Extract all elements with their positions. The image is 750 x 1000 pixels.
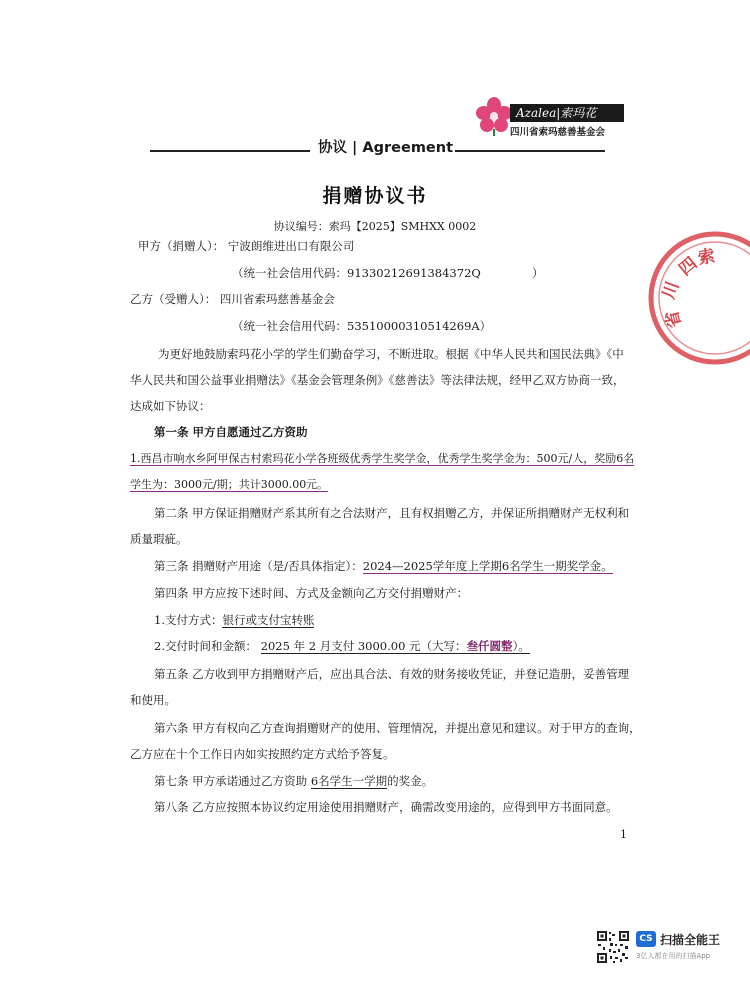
article-3-prefix: 第三条 捐赠财产用途（是/否具体指定）： — [154, 559, 363, 573]
svg-text:四: 四 — [675, 253, 702, 280]
foundation-logo — [476, 96, 626, 144]
intro-line-3: 达成如下协议： — [130, 399, 211, 413]
article-4-payment-time — [154, 638, 530, 654]
agreement-header: 协议 | Agreement — [318, 140, 454, 156]
article-7-line — [154, 773, 433, 789]
article-8-line: 第八条 乙方应按照本协议约定用途使用捐赠财产，确需改变用途的，应得到甲方书面同意。 — [154, 800, 618, 814]
payment-time-close: ）。 — [512, 639, 530, 653]
party-b-code: （统一社会信用代码：53510000310514269A） — [232, 319, 492, 333]
article-1-text-2: 学生为：3000元/期；共计3000.00元。 — [130, 478, 329, 491]
party-b-name: 四川省索玛慈善基金会 — [219, 292, 335, 306]
article-4-payment-method — [154, 612, 314, 628]
article-5-line-2: 和使用。 — [130, 693, 176, 707]
party-a-line — [138, 238, 354, 254]
article-6-line-1: 第六条 甲方有权向乙方查询捐赠财产的使用、管理情况，并提出意见和建议。对于甲方的查询， — [154, 721, 641, 735]
party-a-name: 宁波朗维进出口有限公司 — [227, 239, 355, 253]
payment-method-label: 1.支付方式： — [154, 613, 223, 627]
article-4-title: 第四条 甲方应按下述时间、方式及金额向乙方交付捐赠财产： — [154, 586, 469, 600]
svg-text:索: 索 — [696, 246, 717, 269]
camscanner-badge-icon: CS — [636, 931, 656, 947]
party-b-line — [130, 291, 335, 307]
party-a-label: 甲方（捐赠人）： — [138, 239, 225, 253]
article-6-line-2: 乙方应在十个工作日内如实按照约定方式给予答复。 — [130, 747, 395, 761]
article-1-title: 第一条 甲方自愿通过乙方资助 — [154, 425, 308, 439]
article-3-purpose: 2024—2025学年度上学期6名学生一期奖学金。 — [362, 559, 613, 573]
article-2-line-1: 第二条 甲方保证捐赠财产系其所有之合法财产，且有权捐赠乙方，并保证所捐赠财产无权利和 — [154, 506, 630, 520]
article-7-value: 6名学生一学期 — [310, 774, 388, 788]
amount-in-words-handwritten: 叁仟圆整 — [466, 639, 513, 653]
party-a-code-close: ） — [532, 266, 544, 280]
party-a-code: （统一社会信用代码：91330212691384372Q — [232, 266, 481, 280]
article-3-line — [154, 558, 613, 574]
article-5-line-1: 第五条 乙方收到甲方捐赠财产后，应出具合法、有效的财务接收凭证，并登记造册，妥善管理 — [154, 667, 630, 681]
article-1-line-1 — [130, 451, 634, 467]
article-7-prefix: 第七条 甲方承诺通过乙方资助 — [154, 774, 308, 788]
svg-text:省: 省 — [662, 308, 686, 330]
azalea-flower-icon — [476, 96, 512, 136]
logo-org-name: 四川省索玛慈善基金会 — [510, 127, 606, 138]
intro-line-1: 为更好地鼓励索玛花小学的学生们勤奋学习，不断进取。根据《中华人民共和国民法典》《中 — [158, 347, 624, 361]
article-7-suffix: 的奖金。 — [387, 774, 434, 788]
qr-code-icon — [596, 930, 630, 964]
payment-time-label: 2.交付时间和金额： — [154, 639, 257, 653]
document-number: 协议编号：索玛【2025】SMHXX 0002 — [273, 220, 477, 233]
document-title: 捐赠协议书 — [322, 185, 428, 207]
article-1-text-1: 1.西昌市响水乡阿甲保古村索玛花小学各班级优秀学生奖学金，优秀学生奖学金为：500元/人，奖励6名 — [130, 452, 635, 465]
party-b-label: 乙方（受赠人）： — [130, 292, 217, 306]
payment-time-value: 2025 年 2 月支付 3000.00 元（大写： — [260, 639, 467, 653]
payment-method-value: 银行或支付宝转账 — [222, 613, 315, 627]
header-rule-left — [150, 150, 310, 152]
red-seal-stamp — [645, 228, 750, 368]
logo-brand-text: Azalea|索玛花 — [510, 104, 624, 122]
svg-text:川: 川 — [658, 278, 684, 302]
scanner-app-name: 扫描全能王 — [660, 933, 721, 947]
article-1-line-2 — [130, 477, 328, 493]
scanner-tagline: 3亿人都在用的扫描App — [636, 952, 711, 960]
article-2-line-2: 质量瑕疵。 — [130, 532, 188, 546]
page-number: 1 — [620, 828, 627, 841]
intro-line-2: 华人民共和国公益事业捐赠法》《基金会管理条例》《慈善法》等法律法规，经甲乙双方协商一致， — [130, 373, 625, 387]
header-rule-right — [455, 150, 605, 152]
